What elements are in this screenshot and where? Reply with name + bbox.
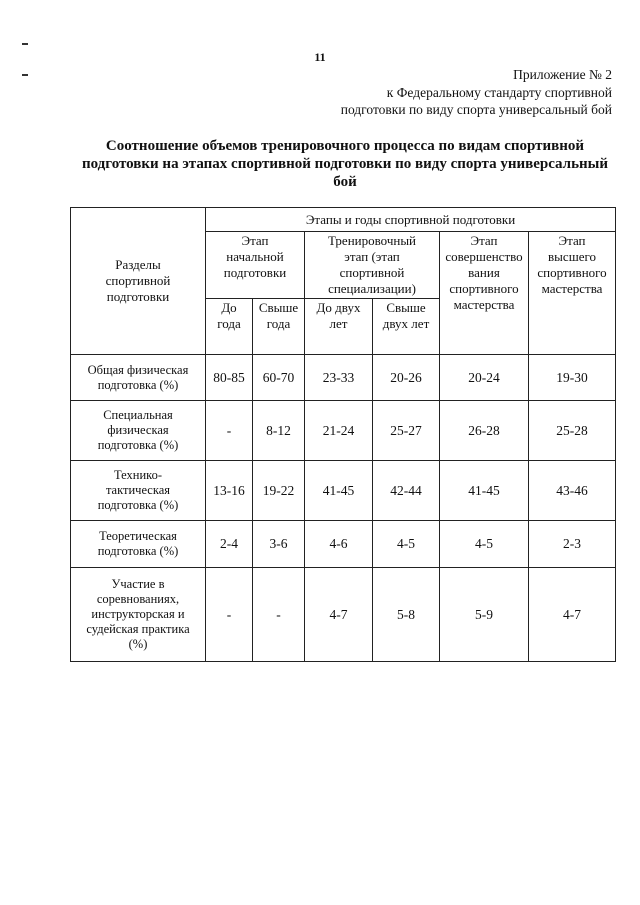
sub-header-upto-year: До года [206,299,253,355]
document-title [60,137,630,191]
table-cell: 60-70 [253,355,305,401]
table-cell: 20-24 [440,355,529,401]
table-row [71,355,616,401]
training-ratio-table [70,207,616,662]
table-cell: 20-26 [373,355,440,401]
scan-mark [22,43,28,45]
table-cell: - [206,568,253,662]
stage-initial-header: Этап начальной подготовки [206,232,305,299]
row-label: Специальная физическая подготовка (%) [71,401,206,461]
table-cell: 21-24 [305,401,373,461]
row-label: Технико- тактическая подготовка (%) [71,461,206,521]
table-cell: 19-22 [253,461,305,521]
table-cell: 3-6 [253,521,305,568]
table-cell: 2-4 [206,521,253,568]
table-cell: 25-28 [529,401,616,461]
row-label: Участие в соревнованиях, инструкторская и судейская практика (%) [71,568,206,662]
table-cell: 41-45 [305,461,373,521]
appendix-line: к Федеральному стандарту спортивной [386,84,612,100]
title-line: Соотношение объемов тренировочного процесса по видам спортивной [105,138,585,154]
sub-header-over-year: Свыше года [253,299,305,355]
appendix-line: подготовки по виду спорта универсальный бой [340,102,612,117]
stage-improvement-header: Этап совершенство вания спортивного мастерства [440,232,529,355]
table-cell: 8-12 [253,401,305,461]
table-row [71,568,616,662]
row-label: Теоретическая подготовка (%) [71,521,206,568]
table-cell: 2-3 [529,521,616,568]
table-cell: 41-45 [440,461,529,521]
page-number: 11 [314,50,326,64]
table-cell: 4-7 [529,568,616,662]
table-row [71,521,616,568]
table-cell: 26-28 [440,401,529,461]
table-cell: 4-7 [305,568,373,662]
stage-highest-header: Этап высшего спортивного мастерства [529,232,616,355]
table-cell: 13-16 [206,461,253,521]
appendix-header [341,66,612,119]
table-cell: 4-5 [440,521,529,568]
title-line: подготовки на этапах спортивной подготовки по виду спорта универсальный [81,156,609,172]
sections-header: Разделы спортивной подготовки [71,208,206,355]
table-cell: 80-85 [206,355,253,401]
table-row [71,401,616,461]
table-cell: 23-33 [305,355,373,401]
appendix-line: Приложение № 2 [513,67,612,82]
table-cell: 4-6 [305,521,373,568]
row-label: Общая физическая подготовка (%) [71,355,206,401]
table-cell: 25-27 [373,401,440,461]
stage-training-header: Тренировочный этап (этап спортивной специализации) [305,232,440,299]
sub-header-upto-two-years: До двух лет [305,299,373,355]
table-cell: - [206,401,253,461]
scan-mark [22,74,28,76]
table-row [71,461,616,521]
table-cell: 42-44 [373,461,440,521]
table-cell: 43-46 [529,461,616,521]
title-line: бой [333,174,357,190]
stages-header: Этапы и годы спортивной подготовки [206,208,616,232]
table-cell: 5-9 [440,568,529,662]
sub-header-over-two-years: Свыше двух лет [373,299,440,355]
table-cell: 19-30 [529,355,616,401]
table-cell: - [253,568,305,662]
table-cell: 5-8 [373,568,440,662]
table-cell: 4-5 [373,521,440,568]
